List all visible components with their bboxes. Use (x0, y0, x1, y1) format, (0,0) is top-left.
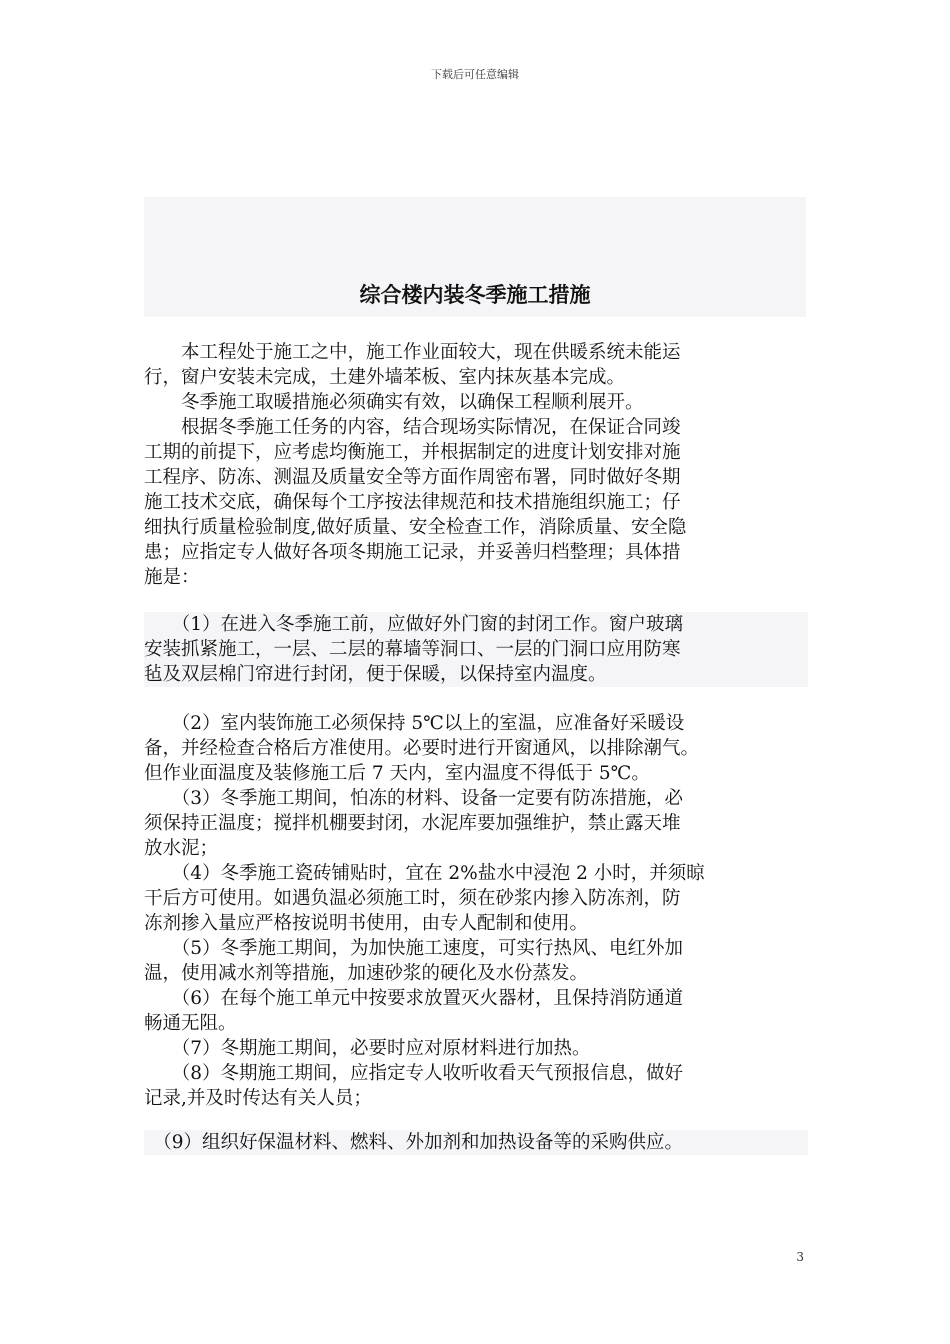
measure-paragraphs-2-8: （2）室内装饰施工必须保持 5℃以上的室温，应准备好采暖设 备，并经检查合格后方准使用。必要时进行开窗通风，以排除潮气。 但作业面温度及装修施工后 7 天内，室内温度不得低于 5℃。 （3）冬季施工期间，怕冻的材料、设备一定要有防冻措施，必 须保持正温度；搅拌机棚要封闭，水泥库要加强维护，禁止露天堆 放水泥； （4）冬季施工瓷砖铺贴时，宜在 2%盐水中浸泡 2 小时，并须晾 干后方可使用。如遇负温必须施工时，须在砂浆内掺入防冻剂，防 冻剂掺入量应严格按说明书使用，由专人配制和使用。 （5）冬季施工期间，为加快施工速度，可实行热风、电红外加 温，使用减水剂等措施，加速砂浆的硬化及水份蒸发。 （6）在每个施工单元中按要求放置灭火器材，且保持消防通道 畅通无阻。 （7）冬期施工期间，必要时应对原材料进行加热。 （8）冬期施工期间，应指定专人收听收看天气预报信息，做好 记录,并及时传达有关人员； (144, 713, 705, 1109)
title-box (144, 197, 806, 317)
intro-paragraph: 本工程处于施工之中，施工作业面较大，现在供暖系统未能运 行，窗户安装未完成，土建外墙苯板、室内抹灰基本完成。 冬季施工取暖措施必须确实有效，以确保工程顺利展开。 根据冬季施工任务的内容，结合现场实际情况，在保证合同竣 工期的前提下，应考虑均衡施工，并根据制定的进度计划安排对施 工程序、防冻、测温及质量安全等方面作周密布署，同时做好冬期 施工技术交底，确保每个工序按法律规范和技术措施组织施工；仔 细执行质量检验制度,做好质量、安全检查工作，消除质量、安全隐 患；应指定专人做好各项冬期施工记录，并妥善归档整理；具体措 施是： (144, 342, 687, 588)
document-title: 综合楼内装冬季施工措施 (359, 283, 591, 307)
measure-paragraph-9: （9）组织好保温材料、燃料、外加剂和加热设备等的采购供应。 (144, 1130, 808, 1155)
measure-paragraph-1: （1）在进入冬季施工前，应做好外门窗的封闭工作。窗户玻璃 安装抓紧施工，一层、二层的幕墙等洞口、一层的门洞口应用防寒 毡及双层棉门帘进行封闭，便于保暖，以保持室内温度。 (144, 612, 808, 687)
page-header: 下载后可任意编辑 (431, 68, 519, 81)
page-number: 3 (796, 1250, 804, 1264)
